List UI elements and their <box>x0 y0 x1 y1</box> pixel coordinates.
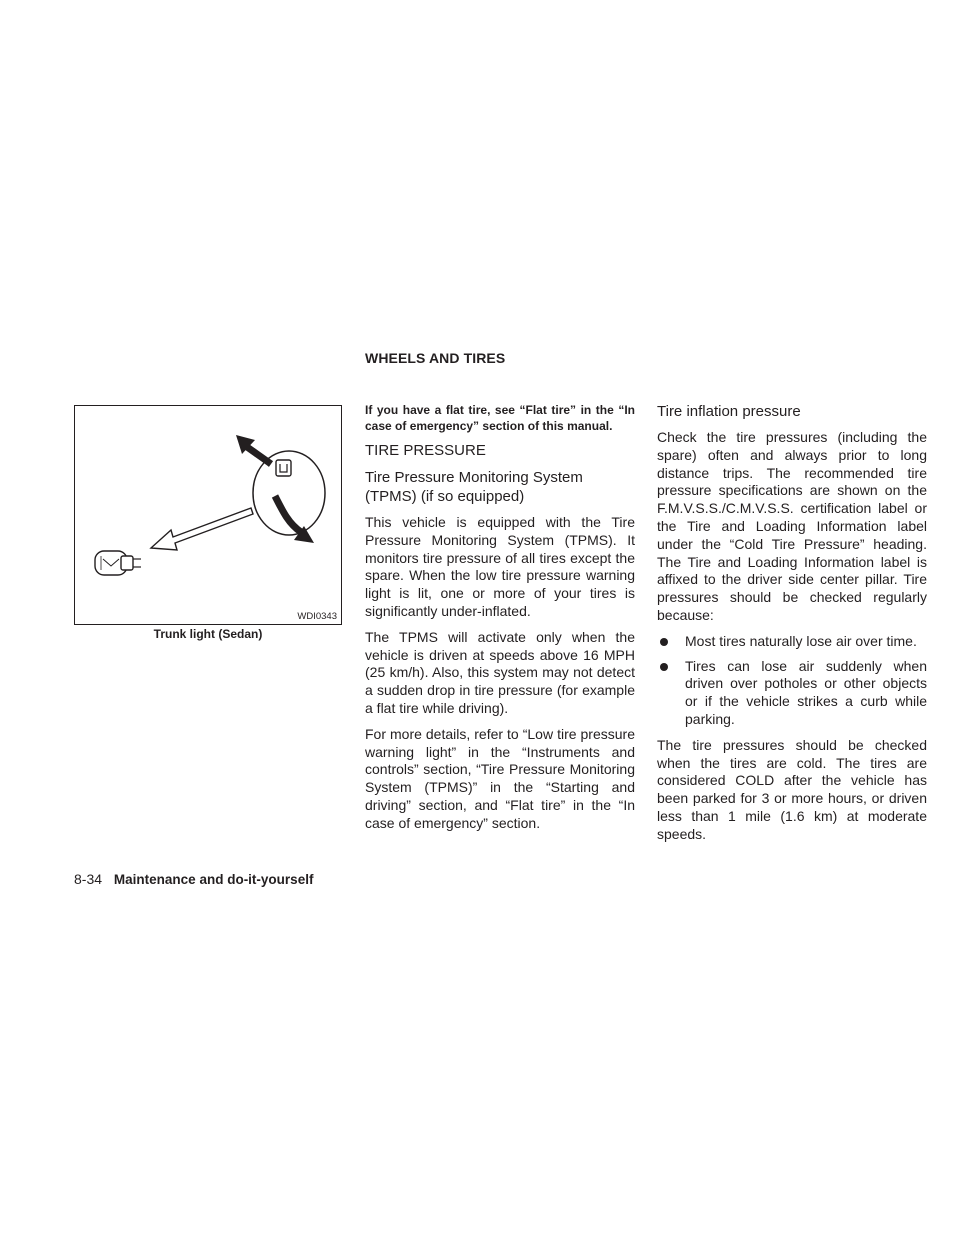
section-heading: WHEELS AND TIRES <box>365 350 506 366</box>
paragraph: For more details, refer to “Low tire pressure warning light” in the “Instruments and controls” section, “Tire Pressure Monitoring System (TPMS)” in the “Starting and driving” section, and “Flat tire” in the “In case of emergency” section. <box>365 725 635 831</box>
trunk-light-illustration <box>75 406 341 624</box>
lens-clip-tab <box>276 460 291 476</box>
footer-section-name: Maintenance and do-it-yourself <box>113 872 314 887</box>
page-footer <box>74 871 313 887</box>
list-item-text: Tires can lose air suddenly when driven over potholes or other objects or if the vehicle strikes a curb while parking. <box>685 657 927 727</box>
tire-pressure-heading: TIRE PRESSURE <box>365 442 486 459</box>
paragraph: This vehicle is equipped with the Tire Pressure Monitoring System (TPMS). It monitors tire pressure of all tires except the spare. When the low tire pressure warning light is lit, one or more of your tires is significantly under-inflated. <box>365 514 635 619</box>
middle-column <box>365 402 635 841</box>
list-item-text: Most tires naturally lose air over time. <box>685 632 917 649</box>
paragraph: The tire pressures should be checked when the tires are cold. The tires are considered COLD after the vehicle has been parked for 3 or more hours, or driven less than 1 mile (1.6 km) at moderate speeds. <box>657 736 927 842</box>
flat-tire-note: If you have a flat tire, see “Flat tire” in the “In case of emergency” section of this manual. <box>365 403 635 433</box>
list-item <box>657 658 927 729</box>
right-column <box>657 402 927 852</box>
trunk-light-figure <box>74 405 342 625</box>
paragraph: Check the tire pressures (including the spare) often and always prior to long distance trips. The recommended tire pressure specifications are shown on the F.M.V.S.S./C.M.V.S.S. certification label or the Tire and Loading Information label under the “Cold Tire Pressure” heading. The Tire and Loading Information label is affixed to the driver side center pillar. Tire pressures should be checked regularly because: <box>657 429 927 623</box>
inflation-pressure-heading: Tire inflation pressure <box>657 403 801 420</box>
pointer-arrow-shape <box>151 508 253 550</box>
figure-code: WDI0343 <box>297 611 337 622</box>
bullet-icon <box>660 663 668 671</box>
list-item <box>657 633 927 651</box>
figure-caption: Trunk light (Sedan) <box>153 627 263 641</box>
bulb-shape <box>95 551 141 575</box>
bullet-list <box>657 633 927 729</box>
paragraph: The TPMS will activate only when the vehicle is driven at speeds above 16 MPH (25 km/h). Also, this system may not detect a sudden drop in tire pressure (for example a flat tire while driving). <box>365 628 635 716</box>
page-number: 8-34 <box>74 871 103 887</box>
bullet-icon <box>660 638 668 646</box>
tpms-subheading: Tire Pressure Monitoring System (TPMS) (if so equipped) <box>365 469 583 505</box>
